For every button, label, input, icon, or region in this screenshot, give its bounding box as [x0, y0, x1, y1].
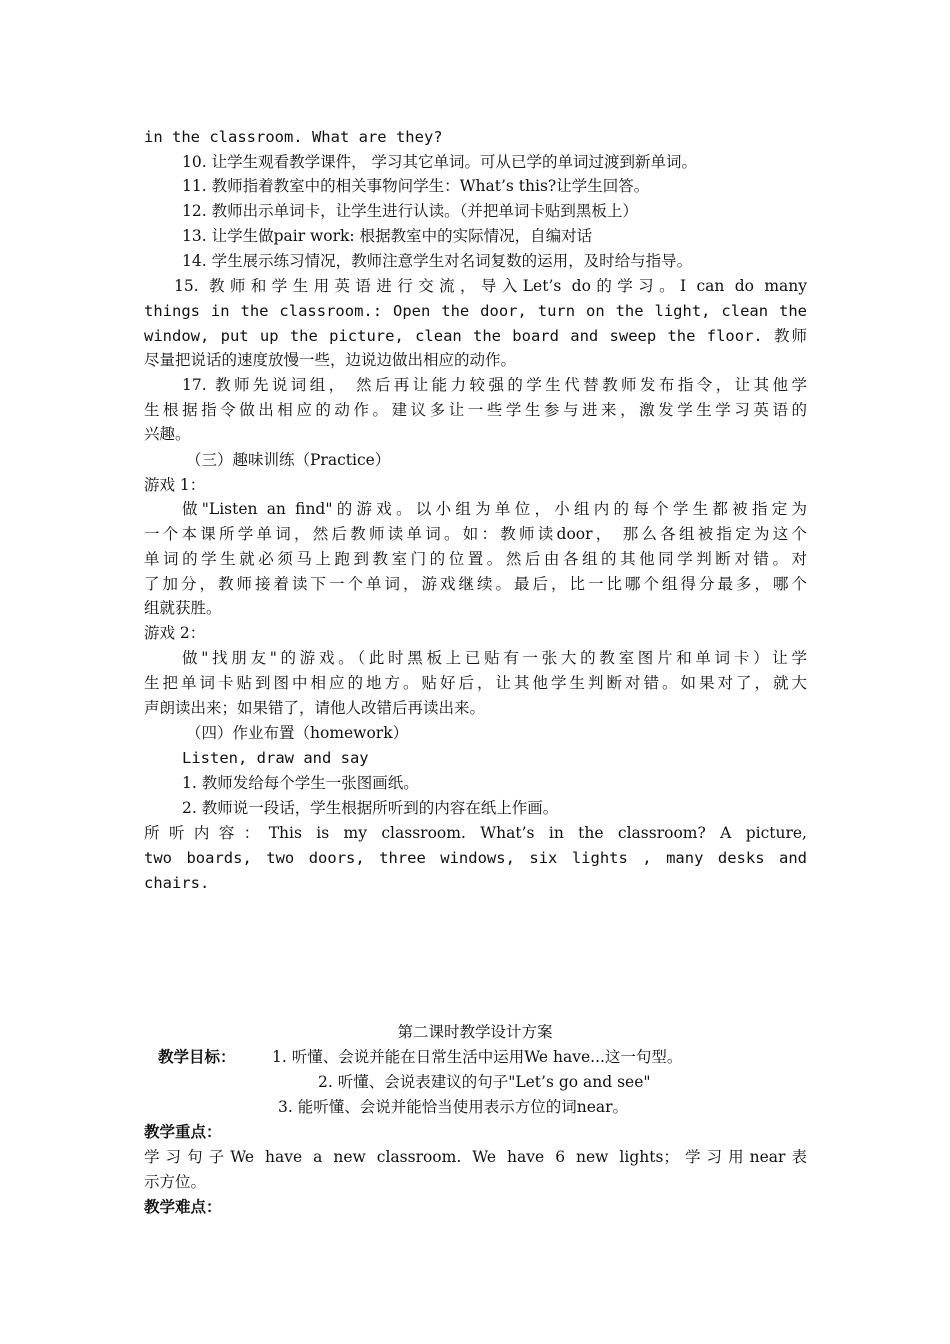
teaching-goal-3: 3. 能听懂、会说并能恰当使用表示方位的词near。 — [278, 1098, 629, 1116]
difficulties-label: 教学难点： — [144, 1197, 222, 1216]
key-points-line: 示方位。 — [144, 1173, 207, 1191]
game-1-line: 组就获胜。 — [144, 599, 222, 617]
teaching-goal-2: 2. 听懂、会说表建议的句子"Let’s go and see" — [318, 1073, 651, 1091]
game-1-label: 游戏 1： — [144, 476, 206, 494]
homework-content-line: 所听内容：This is my classroom. What’s in the classroom? A picture, — [144, 824, 807, 842]
teaching-goal-1: 1. 听懂、会说并能在日常生活中运用We have...这一句型。 — [272, 1048, 683, 1066]
homework-item-1: 1. 教师发给每个学生一张图画纸。 — [182, 774, 419, 792]
game-2-line: 声朗读出来；如果错了，请他人改错后再读出来。 — [144, 699, 486, 717]
game-2-label: 游戏 2： — [144, 624, 206, 642]
homework-content-line: two boards, two doors, three windows, six lights , many desks and — [144, 849, 807, 867]
step-12: 12. 教师出示单词卡，让学生进行认读。（并把单词卡贴到黑板上） — [182, 202, 638, 220]
teaching-goals-label: 教学目标： — [158, 1047, 236, 1066]
step-17-line: 17. 教师先说词组， 然后再让能力较强的学生代替教师发布指令，让其他学 — [182, 376, 807, 394]
step-17-line: 生根据指令做出相应的动作。建议多让一些学生参与进来，激发学生学习英语的 — [144, 401, 807, 419]
key-points-line: 学习句子We have a new classroom. We have 6 new lights；学习用near表 — [144, 1148, 807, 1166]
game-2-line: 生把单词卡贴到图中相应的地方。贴好后，让其他学生判断对错。如果对了，就大 — [144, 674, 807, 692]
step-17-line: 兴趣。 — [144, 425, 191, 443]
homework-item-2: 2. 教师说一段话，学生根据所听到的内容在纸上作画。 — [182, 799, 559, 817]
step-10: 10. 让学生观看教学课件， 学习其它单词。可从已学的单词过渡到新单词。 — [182, 153, 698, 171]
game-2-line: 做"找朋友"的游戏。（此时黑板上已贴有一张大的教室图片和单词卡）让学 — [182, 649, 807, 667]
key-points-label: 教学重点： — [144, 1122, 222, 1141]
step-15-line: 尽量把说话的速度放慢一些，边说边做出相应的动作。 — [144, 351, 517, 369]
homework-listen-draw-say: Listen, draw and say — [182, 749, 369, 767]
game-1-line: 做"Listen an find"的游戏。以小组为单位，小组内的每个学生都被指定为 — [182, 500, 807, 518]
step-15-line: 15. 教师和学生用英语进行交流，导入Let’s do的学习。I can do many — [174, 277, 807, 295]
homework-heading: （四）作业布置（homework） — [186, 724, 409, 742]
step-11: 11. 教师指着教室中的相关事物问学生：What’s this?让学生回答。 — [182, 177, 650, 195]
step-13: 13. 让学生做pair work: 根据教室中的实际情况，自编对话 — [182, 227, 593, 245]
text-line: in the classroom. What are they? — [144, 128, 443, 146]
game-1-line: 了加分，教师接着读下一个单词，游戏继续。最后，比一比哪个组得分最多，哪个 — [144, 575, 807, 593]
step-14: 14. 学生展示练习情况，教师注意学生对名词复数的运用，及时给与指导。 — [182, 252, 693, 270]
game-1-line: 单词的学生就必须马上跑到教室门的位置。然后由各组的其他同学判断对错。对 — [144, 550, 807, 568]
lesson-2-title: 第二课时教学设计方案 — [397, 1023, 553, 1041]
practice-heading: （三）趣味训练（Practice） — [186, 451, 391, 469]
homework-content-line: chairs. — [144, 874, 210, 892]
game-1-line: 一个本课所学单词，然后教师读单词。如：教师读door， 那么各组被指定为这个 — [144, 525, 807, 543]
step-15-line: window, put up the picture, clean the board and sweep the floor. 教师 — [144, 327, 807, 345]
step-15-line: things in the classroom.: Open the door, turn on the light, clean the — [144, 302, 807, 320]
